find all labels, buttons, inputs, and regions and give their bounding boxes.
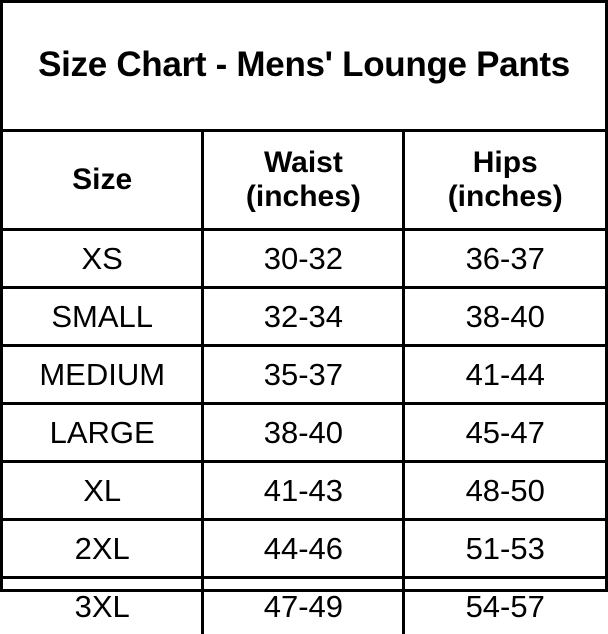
cell-size: LARGE [3, 404, 203, 462]
cell-waist: 47-49 [203, 578, 404, 634]
cell-hips: 48-50 [404, 462, 605, 520]
table-row [3, 230, 605, 288]
column-header-waist-line1: Waist [208, 146, 398, 181]
column-header-waist [203, 131, 404, 230]
cell-hips: 45-47 [404, 404, 605, 462]
column-header-hips-line2: (inches) [409, 180, 601, 215]
cell-size: MEDIUM [3, 346, 203, 404]
size-chart-table [3, 3, 605, 634]
cell-size: SMALL [3, 288, 203, 346]
cell-waist: 32-34 [203, 288, 404, 346]
cell-waist: 38-40 [203, 404, 404, 462]
cell-waist: 35-37 [203, 346, 404, 404]
table-row [3, 520, 605, 578]
table-row [3, 404, 605, 462]
table-row [3, 346, 605, 404]
cell-size: 3XL [3, 578, 203, 634]
cell-hips: 36-37 [404, 230, 605, 288]
column-header-hips-line1: Hips [409, 146, 601, 181]
page-title: Size Chart - Mens' Lounge Pants [3, 3, 605, 131]
cell-hips: 38-40 [404, 288, 605, 346]
table-header-row [3, 131, 605, 230]
cell-hips: 54-57 [404, 578, 605, 634]
column-header-size [3, 131, 203, 230]
table-row [3, 578, 605, 634]
cell-hips: 51-53 [404, 520, 605, 578]
cell-waist: 30-32 [203, 230, 404, 288]
table-row [3, 288, 605, 346]
column-header-hips [404, 131, 605, 230]
column-header-waist-line2: (inches) [208, 180, 398, 215]
cell-waist: 41-43 [203, 462, 404, 520]
title-row [3, 3, 605, 131]
cell-hips: 41-44 [404, 346, 605, 404]
cell-size: 2XL [3, 520, 203, 578]
cell-waist: 44-46 [203, 520, 404, 578]
column-header-size-line1: Size [72, 163, 132, 196]
cell-size: XL [3, 462, 203, 520]
table-row [3, 462, 605, 520]
cell-size: XS [3, 230, 203, 288]
